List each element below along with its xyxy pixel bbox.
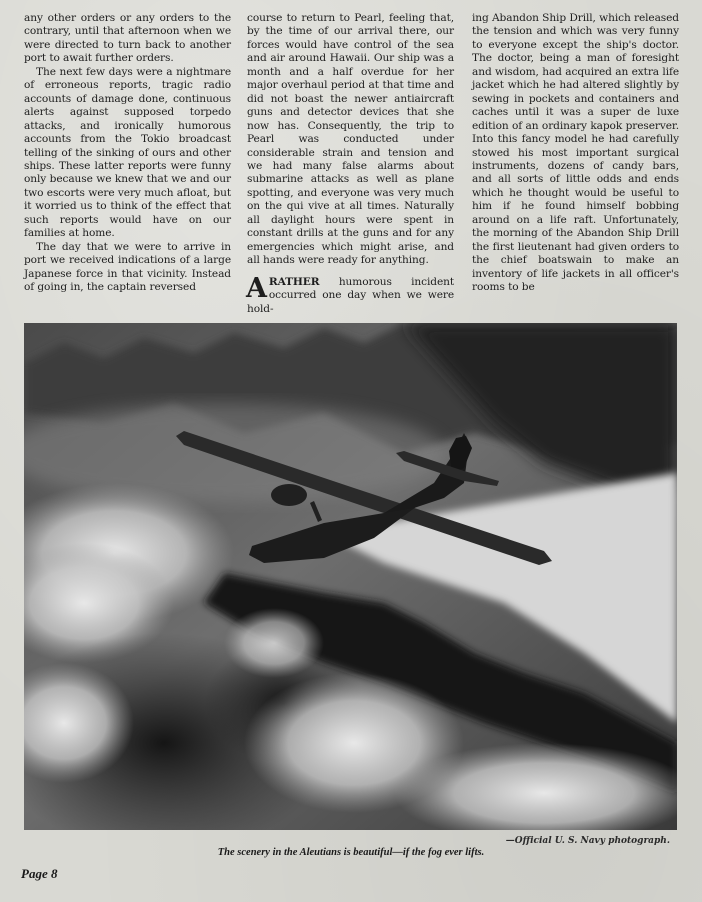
text-column-1 (24, 12, 231, 295)
text-column-2 (247, 12, 454, 316)
paragraph-with-drop-cap (246, 272, 454, 316)
page-number: Page 8 (21, 866, 58, 881)
paragraph: course to return to Pearl, feeling that, by the time of our arrival there, our forces would have control of the sea and air around Hawaii. Our ship was a month and a half overdue for her major overhaul period at that time and did not boast the newer antiaircraft guns and detector devices that she now has. Consequently, the trip to Pearl was conducted under considerable strain and tension and we had many false alarms about submarine attacks as well as plane spotting, and everyone was very much on the qui vive at all times. Naturally all daylight hours were spent in constant drills at the guns and for any emergencies which might arise, and all hands were ready for anything. (247, 12, 454, 267)
paragraph-text: humorous incident occurred one day when we were hold- (247, 275, 454, 315)
paragraph: ing Abandon Ship Drill, which released the tension and which was very funny to everyone except the ship's doctor. The doctor, being a man of foresight and wisdom, had acquired an extra life jacket which he had altered slightly by sewing in pockets and containers and caches until it was a super de luxe edition of an ordinary kapok preserver. Into this fancy model he had carefully stowed his most important surgical instruments, dozens of candy bars, and all sorts of little odds and ends which he thought would be useful to him if he found himself bobbing around on a life raft. Unfortunately, the morning of the Abandon Ship Drill the first lieutenant had given orders to the chief boatswain to make an inventory of life jackets in all officer's rooms to be (472, 12, 679, 294)
photo-illustration (24, 323, 677, 830)
text-column-3 (472, 12, 679, 295)
aleutians-photograph (24, 323, 677, 830)
paragraph: any other orders or any orders to the contrary, until that afternoon when we were directed to turn back to another port to await further orders. (24, 12, 231, 65)
drop-cap: A (246, 272, 267, 304)
photo-caption: The scenery in the Aleutians is beautiful—if the fog ever lifts. (217, 847, 485, 858)
paragraph: The next few days were a nightmare of erroneous reports, tragic radio accounts of damage done, continuous alerts against supposed torpedo attacks, and ironically humorous accounts from the Tokio broadcast telling of the sinking of ours and other ships. These latter reports were funny only because we knew that we and our two escorts were very much afloat, but it worried us to think of the effect that such reports would have on our families at home. (24, 65, 231, 240)
lead-word: RATHER (268, 275, 320, 288)
paragraph: The day that we were to arrive in port we received indications of a large Japanese force in that vicinity. Instead of going in, the captain reversed (24, 240, 231, 294)
photo-credit: —Official U. S. Navy photograph. (505, 836, 670, 846)
